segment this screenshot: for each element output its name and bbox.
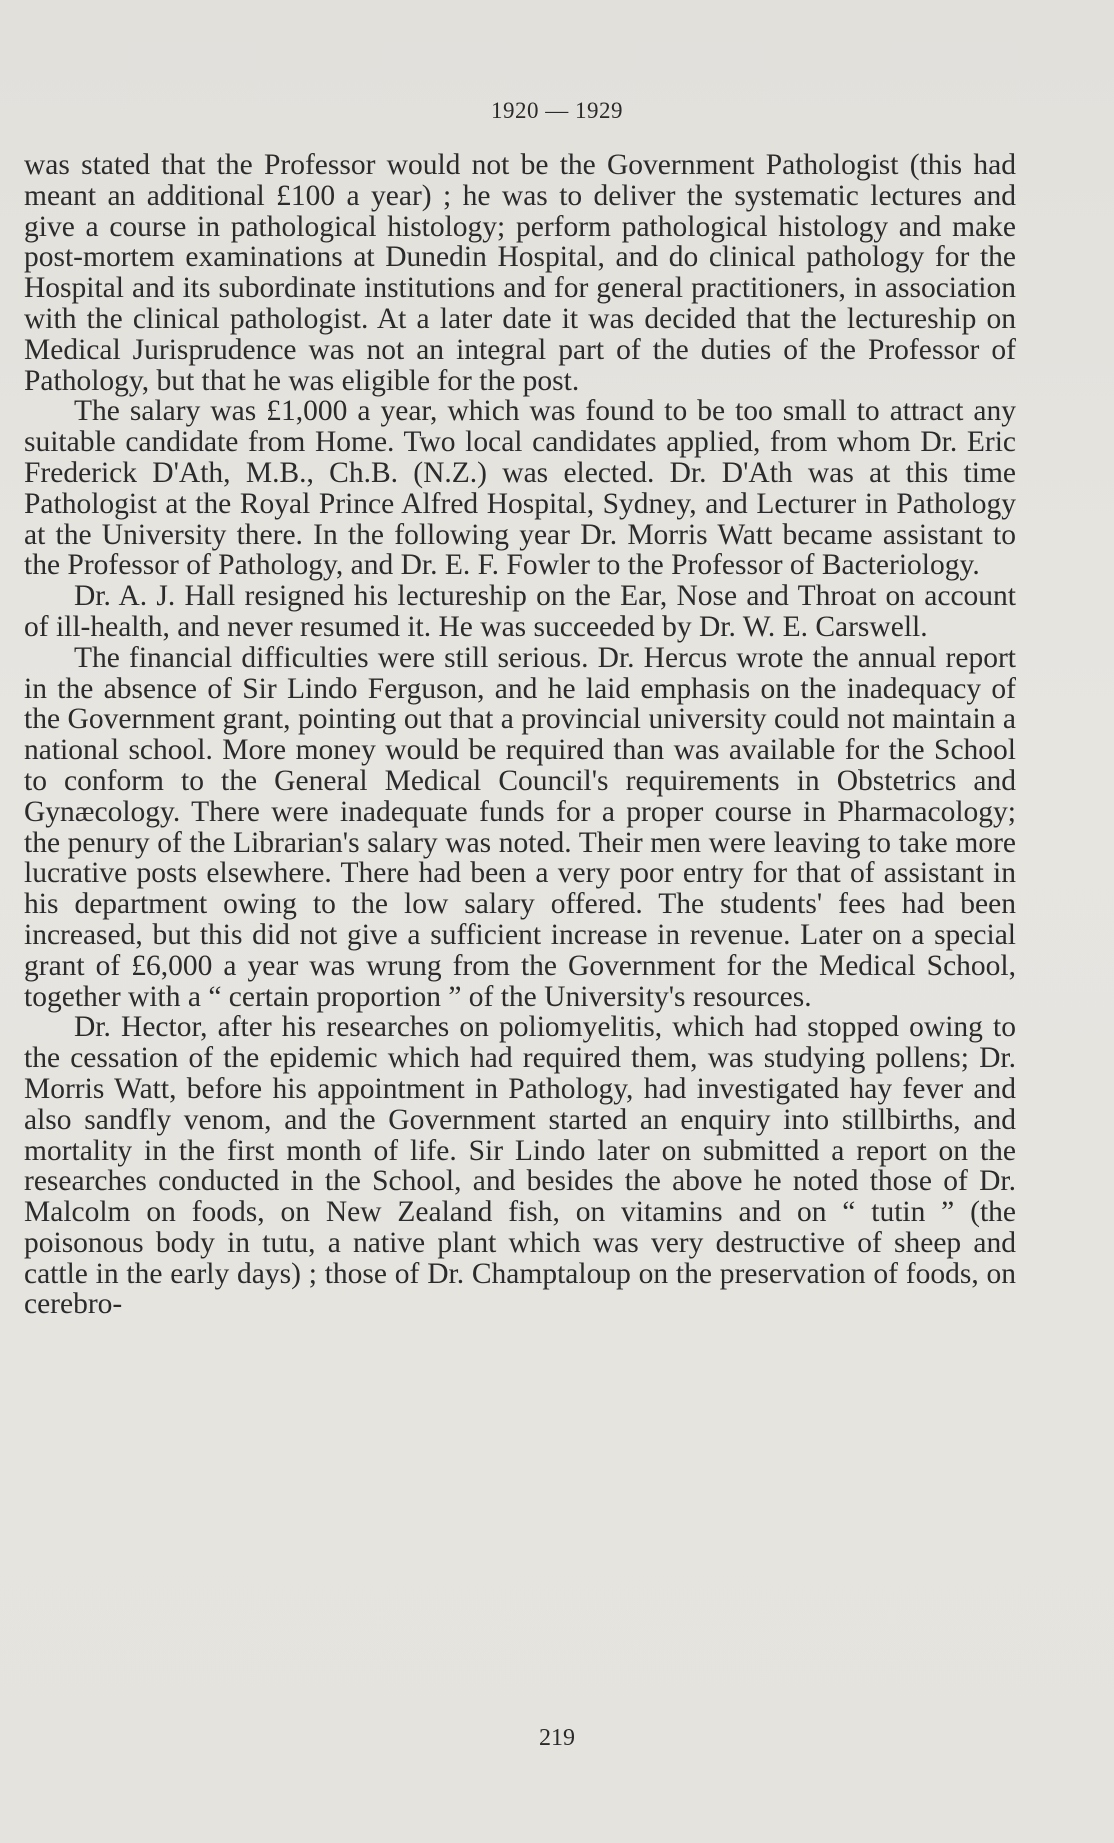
paragraph-1: was stated that the Professor would not be the Government Pathologist (this had meant an additional £100 a year) ; he was to deliver the systematic lectures and give a course in pathological histology; perform pathological histology and make post-mortem examinations at Dunedin Hospital, and do clinical pathology for the Hospital and its subordinate institutions and for general practitioners, in association with the clinical pathologist. At a later date it was decided that the lectureship on Medical Jurisprudence was not an integral part of the duties of the Professor of Pathology, but that he was eligible for the post.: [24, 149, 1016, 397]
paragraph-2: The salary was £1,000 a year, which was found to be too small to attract any suitable candidate from Home. Two local candidates applied, from whom Dr. Eric Frederick D'Ath, M.B., Ch.B. (N.Z.) was elected. Dr. D'Ath was at this time Pathologist at the Royal Prince Alfred Hospital, Sydney, and Lecturer in Pathology at the University there. In the following year Dr. Morris Watt became assistant to the Professor of Pathology, and Dr. E. F. Fowler to the Professor of Bacteriology.: [24, 395, 1016, 582]
paragraph-3: Dr. A. J. Hall resigned his lectureship on the Ear, Nose and Throat on account of ill-health, and never resumed it. He was succeeded by Dr. W. E. Carswell.: [24, 580, 1016, 643]
body-text: [24, 150, 1016, 1320]
paragraph-5: Dr. Hector, after his researches on poliomyelitis, which had stopped owing to the cessation of the epidemic which had required them, was studying pollens; Dr. Morris Watt, before his appointment in Pathology, had investigated hay fever and also sandfly venom, and the Government started an enquiry into stillbirths, and mortality in the first month of life. Sir Lindo later on submitted a report on the researches conducted in the School, and besides the above he noted those of Dr. Malcolm on foods, on New Zealand fish, on vitamins and on “ tutin ” (the poisonous body in tutu, a native plant which was very destructive of sheep and cattle in the early days) ; those of Dr. Champtaloup on the preservation of foods, on cerebro-: [24, 1011, 1016, 1321]
page-number: 219: [539, 1725, 575, 1751]
running-head: 1920 — 1929: [491, 98, 623, 123]
paragraph-4: The financial difficulties were still serious. Dr. Hercus wrote the annual report in the absence of Sir Lindo Ferguson, and he laid emphasis on the inadequacy of the Government grant, pointing out that a provincial university could not maintain a national school. More money would be required than was available for the School to conform to the General Medical Council's requirements in Obstetrics and Gynæcology. There were inadequate funds for a proper course in Pharmacology; the penury of the Librarian's salary was noted. Their men were leaving to take more lucrative posts elsewhere. There had been a very poor entry for that of assistant in his department owing to the low salary offered. The students' fees had been increased, but this did not give a sufficient increase in revenue. Later on a special grant of £6,000 a year was wrung from the Government for the Medical School, together with a “ certain proportion ” of the University's resources.: [24, 641, 1016, 1013]
